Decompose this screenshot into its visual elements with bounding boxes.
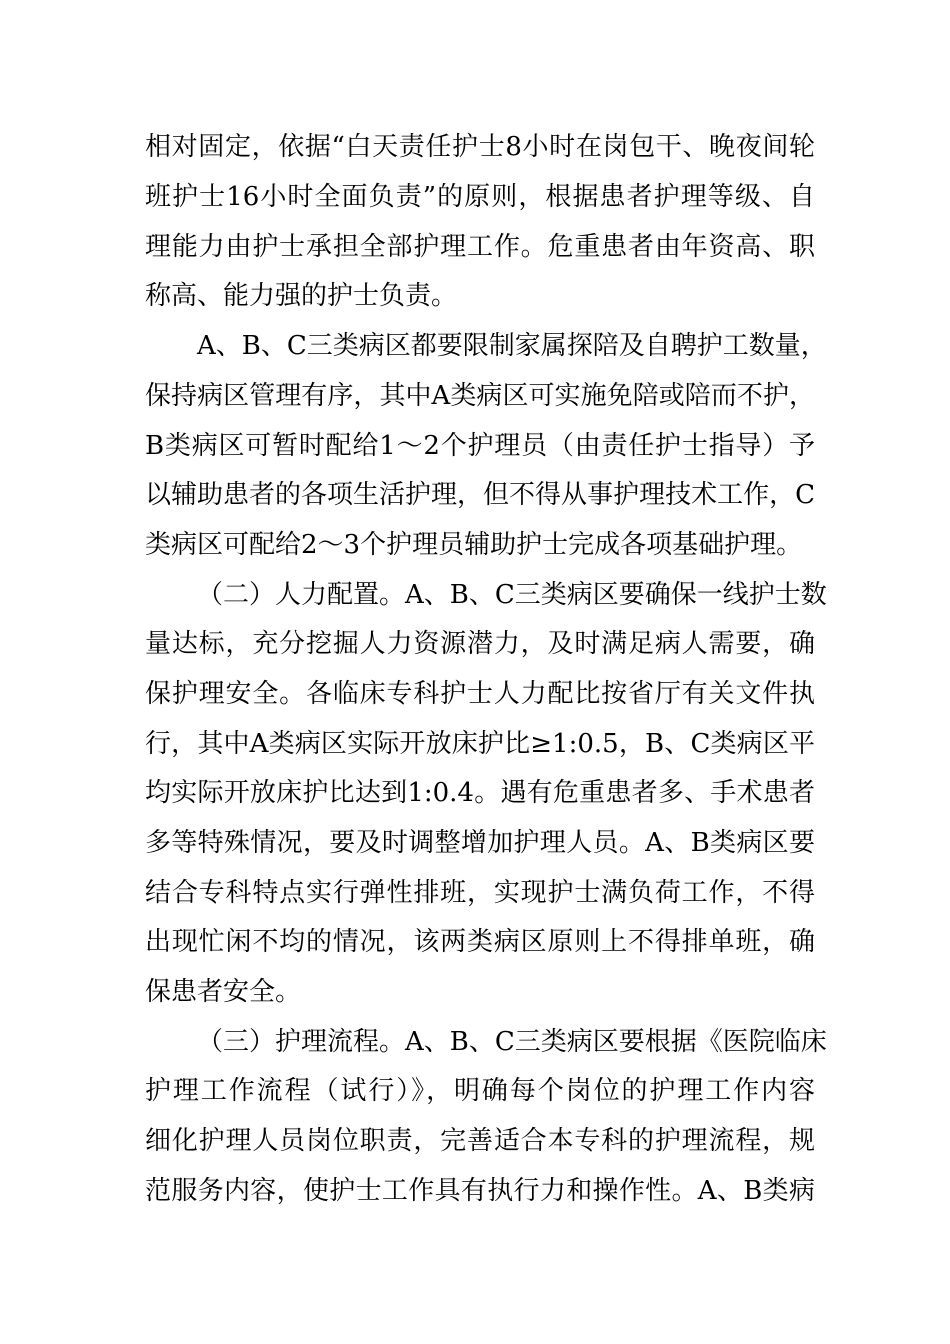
text-line: 保持病区管理有序，其中A类病区可实施免陪或陪而不护， (145, 381, 815, 411)
text-line: 保患者安全。 (145, 977, 302, 1007)
text-line: 护理工作流程（试行）》，明确每个岗位的护理工作内容 (145, 1076, 815, 1106)
section-heading-line: （二）人力配置。A、B、C三类病区要确保一线护士数 (197, 580, 827, 610)
text-line: 类病区可配给2～3个护理员辅助护士完成各项基础护理。 (145, 530, 803, 560)
text-line: B类病区可暂时配给1～2个护理员（由责任护士指导）予 (145, 431, 815, 461)
text-line: 结合专科特点实行弹性排班，实现护士满负荷工作，不得 (145, 878, 815, 908)
text-line: 相对固定，依据“白天责任护士8小时在岗包干、晚夜间轮 (145, 132, 815, 162)
text-line: 称高、能力强的护士负责。 (145, 281, 458, 311)
paragraph-first-line: A、B、C三类病区都要限制家属探陪及自聘护工数量， (197, 331, 827, 361)
text-line: 班护士16小时全面负责”的原则，根据患者护理等级、自 (145, 182, 815, 212)
text-line: 以辅助患者的各项生活护理，但不得从事护理技术工作，C (145, 480, 815, 510)
section-heading-line: （三）护理流程。A、B、C三类病区要根据《医院临床 (197, 1027, 827, 1057)
text-line: 出现忙闲不均的情况，该两类病区原则上不得排单班，确 (145, 927, 815, 957)
text-line: 细化护理人员岗位职责，完善适合本专科的护理流程，规 (145, 1126, 815, 1156)
text-line: 行，其中A类病区实际开放床护比≥1:0.5，B、C类病区平 (145, 729, 815, 759)
text-line: 理能力由护士承担全部护理工作。危重患者由年资高、职 (145, 232, 815, 262)
text-line: 多等特殊情况，要及时调整增加护理人员。A、B类病区要 (145, 828, 815, 858)
text-line: 均实际开放床护比达到1:0.4。遇有危重患者多、手术患者 (145, 778, 815, 808)
text-line: 量达标，充分挖掘人力资源潜力，及时满足病人需要，确 (145, 629, 815, 659)
text-line: 保护理安全。各临床专科护士人力配比按省厅有关文件执 (145, 679, 815, 709)
text-line: 范服务内容，使护士工作具有执行力和操作性。A、B类病 (145, 1176, 815, 1206)
